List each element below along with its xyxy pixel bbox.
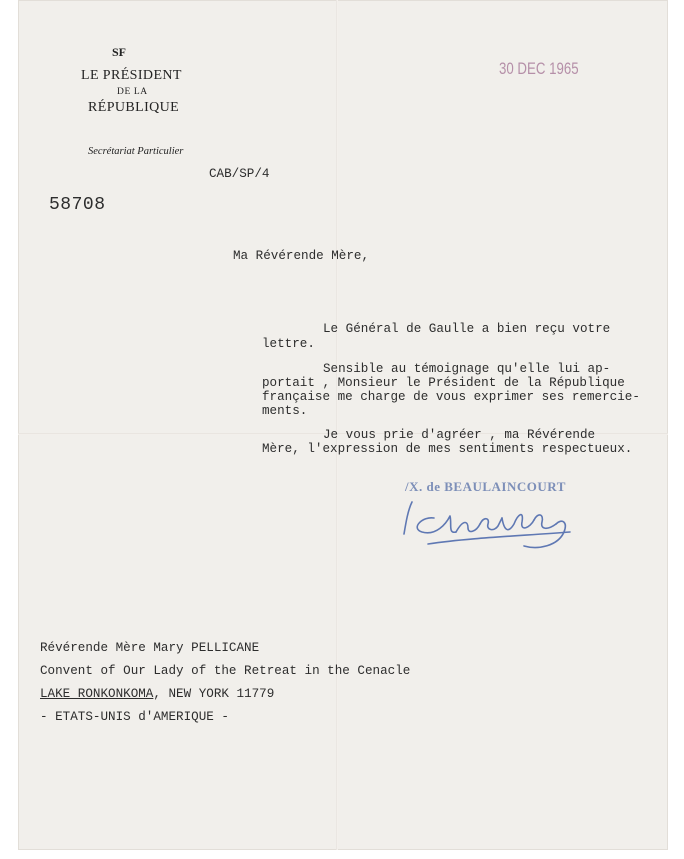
signature-stamp: /X. de BEAULAINCOURT	[405, 479, 566, 494]
document-number: 58708	[49, 195, 106, 215]
handwritten-signature	[398, 488, 588, 556]
paragraph2-line3: française me charge de vous exprimer ses remercie-	[262, 390, 640, 404]
address-state-zip: , NEW YORK 11779	[153, 687, 275, 701]
letterhead-title-line3: RÉPUBLIQUE	[88, 100, 180, 115]
paragraph2-line1: Sensible au témoignage qu'elle lui ap-	[323, 362, 611, 376]
address-line4: - ETATS-UNIS d'AMERIQUE -	[40, 710, 229, 724]
letterhead-title-line1: LE PRÉSIDENT	[81, 68, 182, 83]
salutation: Ma Révérende Mère,	[233, 249, 370, 263]
closing-line2: Mère, l'expression de mes sentiments respectueux.	[262, 442, 633, 456]
address-line3	[40, 687, 274, 702]
paragraph1-line1: Le Général de Gaulle a bien reçu votre	[323, 322, 611, 336]
paragraph2-line4: ments.	[262, 404, 308, 418]
address-line2: Convent of Our Lady of the Retreat in the Cenacle	[40, 664, 411, 678]
letterhead-secretariat: Secrétariat Particulier	[88, 146, 184, 157]
reference-code: CAB/SP/4	[209, 167, 270, 181]
letterhead-initials: SF	[112, 45, 127, 59]
closing-line1: Je vous prie d'agréer , ma Révérende	[323, 428, 596, 442]
date-stamp: 30 DEC 1965	[499, 59, 579, 78]
letterhead-title-line2: DE LA	[117, 87, 148, 97]
paragraph2-line2: portait , Monsieur le Président de la République	[262, 376, 625, 390]
paragraph1-line2: lettre.	[262, 337, 315, 351]
fold-line-vertical	[336, 0, 338, 850]
address-city: LAKE RONKONKOMA	[40, 687, 154, 701]
address-line1: Révérende Mère Mary PELLICANE	[40, 641, 260, 655]
